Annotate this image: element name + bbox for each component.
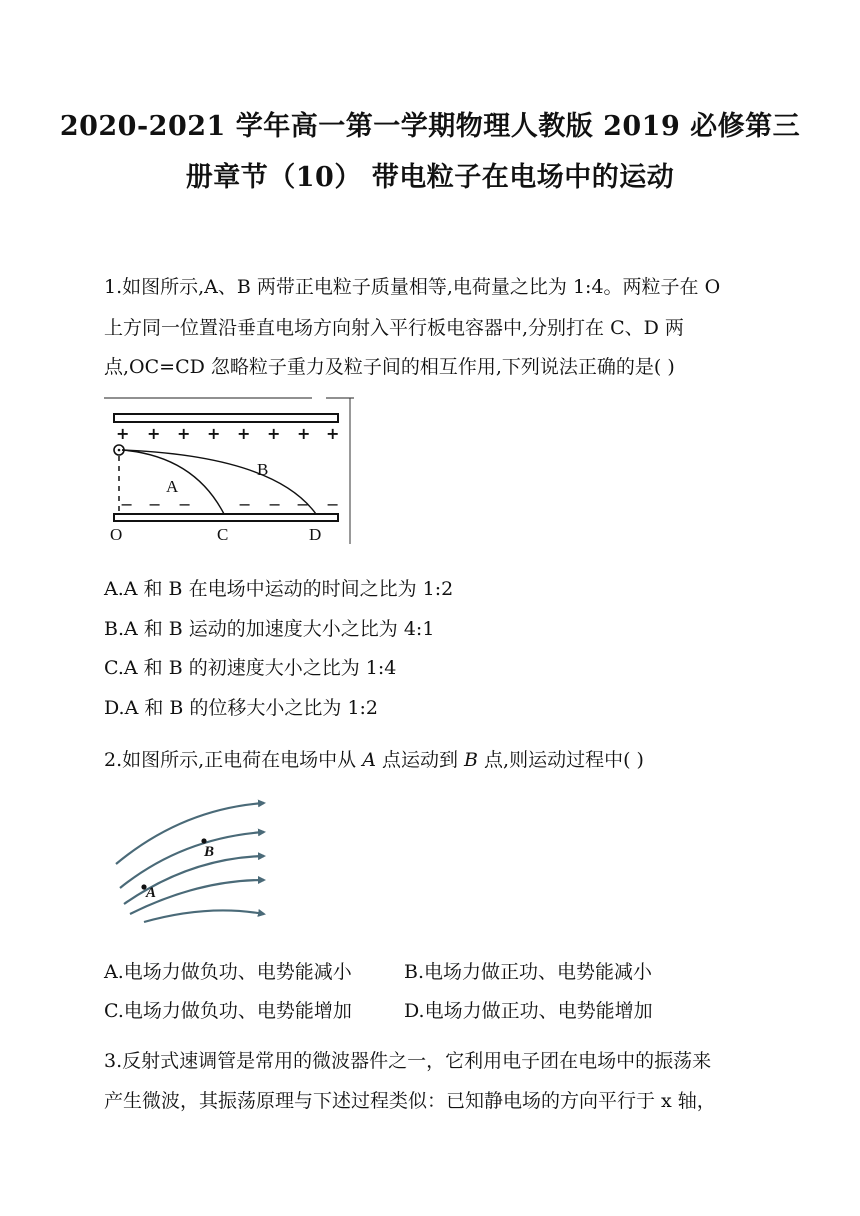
label-a: A [166, 477, 179, 496]
bottom-plate [114, 514, 338, 521]
svg-text:−: − [238, 495, 252, 514]
q1-option-c: C.A 和 B 的初速度大小之比为 1:4 [104, 657, 397, 679]
q1-option-d: D.A 和 B 的位移大小之比为 1:2 [104, 697, 379, 719]
q2-field-lines-figure [112, 794, 274, 924]
q1-option-b: B.A 和 B 运动的加速度大小之比为 4:1 [104, 618, 435, 640]
svg-text:+: + [116, 424, 130, 443]
svg-text:+: + [297, 424, 311, 443]
q3-stem-line-2: 产生微波，其振荡原理与下述过程类似：已知静电场的方向平行于 x 轴， [104, 1090, 716, 1112]
minus-signs [120, 495, 339, 514]
q2-option-a: A.电场力做负功、电势能减小 [104, 961, 352, 983]
svg-text:−: − [178, 495, 192, 514]
svg-text:+: + [207, 424, 221, 443]
svg-text:−: − [268, 495, 282, 514]
q2-option-c: C.电场力做负功、电势能增加 [104, 1000, 352, 1022]
svg-text:+: + [326, 424, 340, 443]
q1-stem-line-1: 1.如图所示,A、B 两带正电粒子质量相等,电荷量之比为 1:4。两粒子在 O [104, 276, 721, 298]
svg-text:+: + [147, 424, 161, 443]
q1-stem-line-2: 上方同一位置沿垂直电场方向射入平行板电容器中,分别打在 C、D 两 [104, 317, 684, 339]
label-d: D [309, 525, 322, 544]
q2-stem: 2.如图所示,正电荷在电场中从 A 点运动到 B 点,则运动过程中( ) [104, 749, 644, 771]
svg-text:−: − [296, 495, 310, 514]
label-c: C [217, 525, 229, 544]
svg-text:+: + [177, 424, 191, 443]
label-b: B [204, 844, 215, 860]
label-a: A [146, 885, 157, 901]
svg-text:−: − [326, 495, 340, 514]
q3-stem-line-1: 3.反射式速调管是常用的微波器件之一，它利用电子团在电场中的振荡来 [104, 1050, 712, 1072]
label-o: O [110, 525, 123, 544]
svg-text:−: − [120, 495, 134, 514]
top-plate [114, 414, 338, 422]
label-b: B [257, 460, 269, 479]
electric-field-lines [116, 803, 264, 922]
svg-text:−: − [148, 495, 162, 514]
page-title-line-1: 2020-2021 学年高一第一学期物理人教版 2019 必修第三 [59, 111, 801, 142]
q1-option-a: A.A 和 B 在电场中运动的时间之比为 1:2 [104, 578, 454, 600]
svg-text:+: + [237, 424, 251, 443]
point-b-dot [201, 838, 206, 843]
plus-signs [116, 424, 339, 443]
q1-capacitor-figure [104, 394, 356, 548]
q2-option-d: D.电场力做正功、电势能增加 [404, 1000, 653, 1022]
svg-text:+: + [267, 424, 281, 443]
q1-stem-line-3: 点,OC=CD 忽略粒子重力及粒子间的相互作用,下列说法正确的是( ) [104, 356, 675, 378]
page-title-line-2: 册章节（10） 带电粒子在电场中的运动 [185, 162, 675, 193]
q2-option-b: B.电场力做正功、电势能减小 [404, 961, 653, 983]
